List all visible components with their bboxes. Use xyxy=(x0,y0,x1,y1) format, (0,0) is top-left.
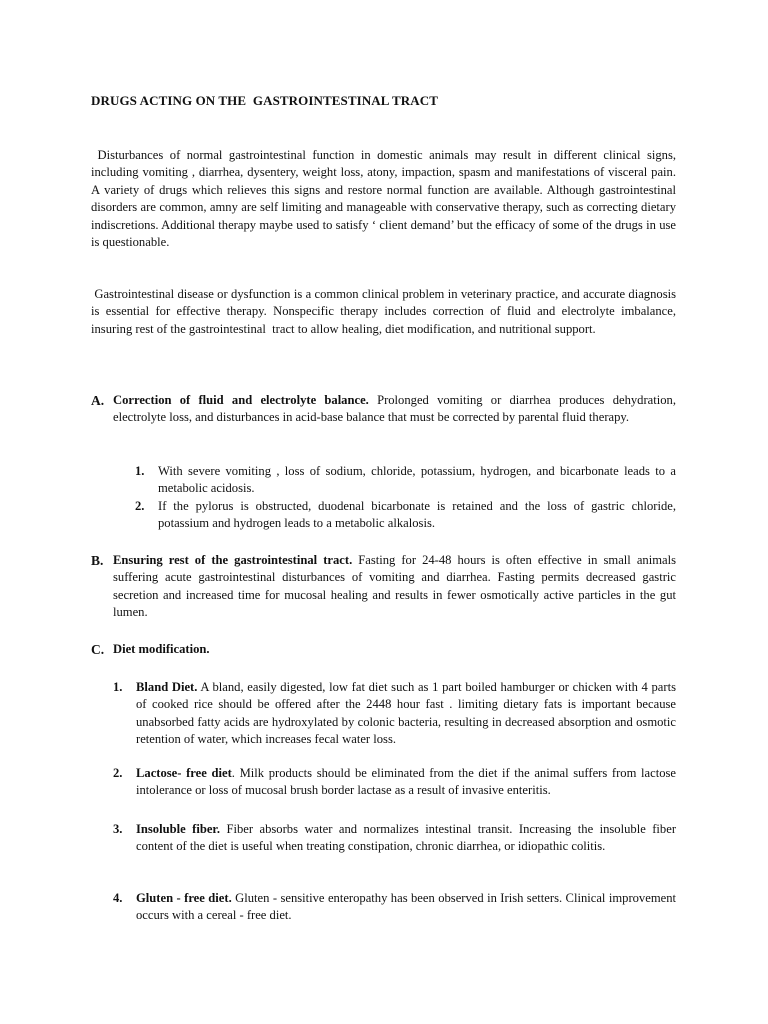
list-item-heading: Gluten - free diet. xyxy=(136,891,232,905)
section-heading: Diet modification. xyxy=(113,642,210,656)
list-item xyxy=(135,463,676,498)
list-item-text: With severe vomiting , loss of sodium, chloride, potassium, hydrogen, and bicarbonate leads to a metabolic acidosis. xyxy=(158,464,676,496)
list-number: 1. xyxy=(135,464,145,478)
section-body xyxy=(113,552,676,622)
diet-item xyxy=(113,890,676,925)
list-number: 3. xyxy=(113,822,123,836)
section-text: Prolonged vomiting or diarrhea produces dehydration, electrolyte loss, and disturbances in acid-base balance that must be corrected by parental fluid therapy. xyxy=(113,393,676,425)
section-marker: A. xyxy=(91,393,105,408)
list-item-text: . Milk products should be eliminated from the diet if the animal suffers from lactose intolerance or loss of mucosal brush border lactase as a result of invasive enteritis. xyxy=(136,766,677,798)
diet-item xyxy=(113,821,676,856)
section-text: Fasting for 24-48 hours is often effective in small animals suffering acute gastrointestinal disturbances of vomiting and diarrhea. Fasting permits decreased gastric secretion and increased time for mucosal healing and results in fewer osmotically active particles in the gut lumen. xyxy=(113,553,676,620)
section-c xyxy=(91,641,676,658)
diet-item xyxy=(113,679,676,749)
section-body xyxy=(113,392,676,427)
section-body xyxy=(113,641,676,658)
document-title: DRUGS ACTING ON THE GASTROINTESTINAL TRACT xyxy=(91,93,438,108)
overview-paragraph: Gastrointestinal disease or dysfunction is a common clinical problem in veterinary practice, and accurate diagnosis is essential for effective therapy. Nonspecific therapy includes correction of fluid and electrolyte imbalance, insuring rest of the gastrointestinal tract to allow healing, diet modification, and nutritional support. xyxy=(91,287,680,336)
list-number: 2. xyxy=(113,766,123,780)
list-item-text: Gluten - sensitive enteropathy has been observed in Irish setters. Clinical improvement occurs with a cereal - free diet. xyxy=(136,891,676,923)
list-item-heading: Lactose- free diet xyxy=(136,766,232,780)
list-item-heading: Bland Diet. xyxy=(136,680,198,694)
list-item xyxy=(113,821,676,856)
intro-paragraph: Disturbances of normal gastrointestinal function in domestic animals may result in different clinical signs, including vomiting , diarrhea, dysentery, weight loss, atony, impaction, spasm and manifestations of visceral pain. A variety of drugs which relieves this signs and restore normal function are available. Although gastrointestinal disorders are common, amny are self limiting and manageable with conservative therapy, such as correcting dietary indiscretions. Additional therapy maybe used to satisfy ‘ client demand’ but the efficacy of some of the drugs in use is questionable. xyxy=(91,148,680,250)
section-heading: Correction of fluid and electrolyte balance. xyxy=(113,393,369,407)
section-b xyxy=(91,552,676,622)
diet-item xyxy=(113,765,676,800)
section-heading: Ensuring rest of the gastrointestinal tract. xyxy=(113,553,353,567)
list-item xyxy=(135,498,676,533)
list-item-heading: Insoluble fiber. xyxy=(136,822,221,836)
list-number: 4. xyxy=(113,891,123,905)
section-a-list xyxy=(135,463,676,533)
list-item-text: If the pylorus is obstructed, duodenal bicarbonate is retained and the loss of gastric chloride, potassium and hydrogen leads to a metabolic alkalosis. xyxy=(158,498,676,531)
section-marker: C. xyxy=(91,642,105,657)
section-marker: B. xyxy=(91,553,104,568)
list-item xyxy=(113,765,676,800)
list-number: 2. xyxy=(135,498,145,513)
list-item-text: A bland, easily digested, low fat diet such as 1 part boiled hamburger or chicken with 4 parts of cooked rice should be offered after the 2448 hour fast . limiting dietary fats is important because unabsorbed fatty acids are hydroxylated by colonic bacteria, resulting in decreased absorption and osmotic retention of water, which increases fecal water loss. xyxy=(136,680,676,747)
list-item-text: Fiber absorbs water and normalizes intestinal transit. Increasing the insoluble fiber content of the diet is useful when treating constipation, chronic diarrhea, or idiopathic colitis. xyxy=(136,822,677,854)
list-number: 1. xyxy=(113,680,123,694)
section-a xyxy=(91,392,676,427)
list-item xyxy=(113,890,676,925)
list-item xyxy=(113,679,676,749)
